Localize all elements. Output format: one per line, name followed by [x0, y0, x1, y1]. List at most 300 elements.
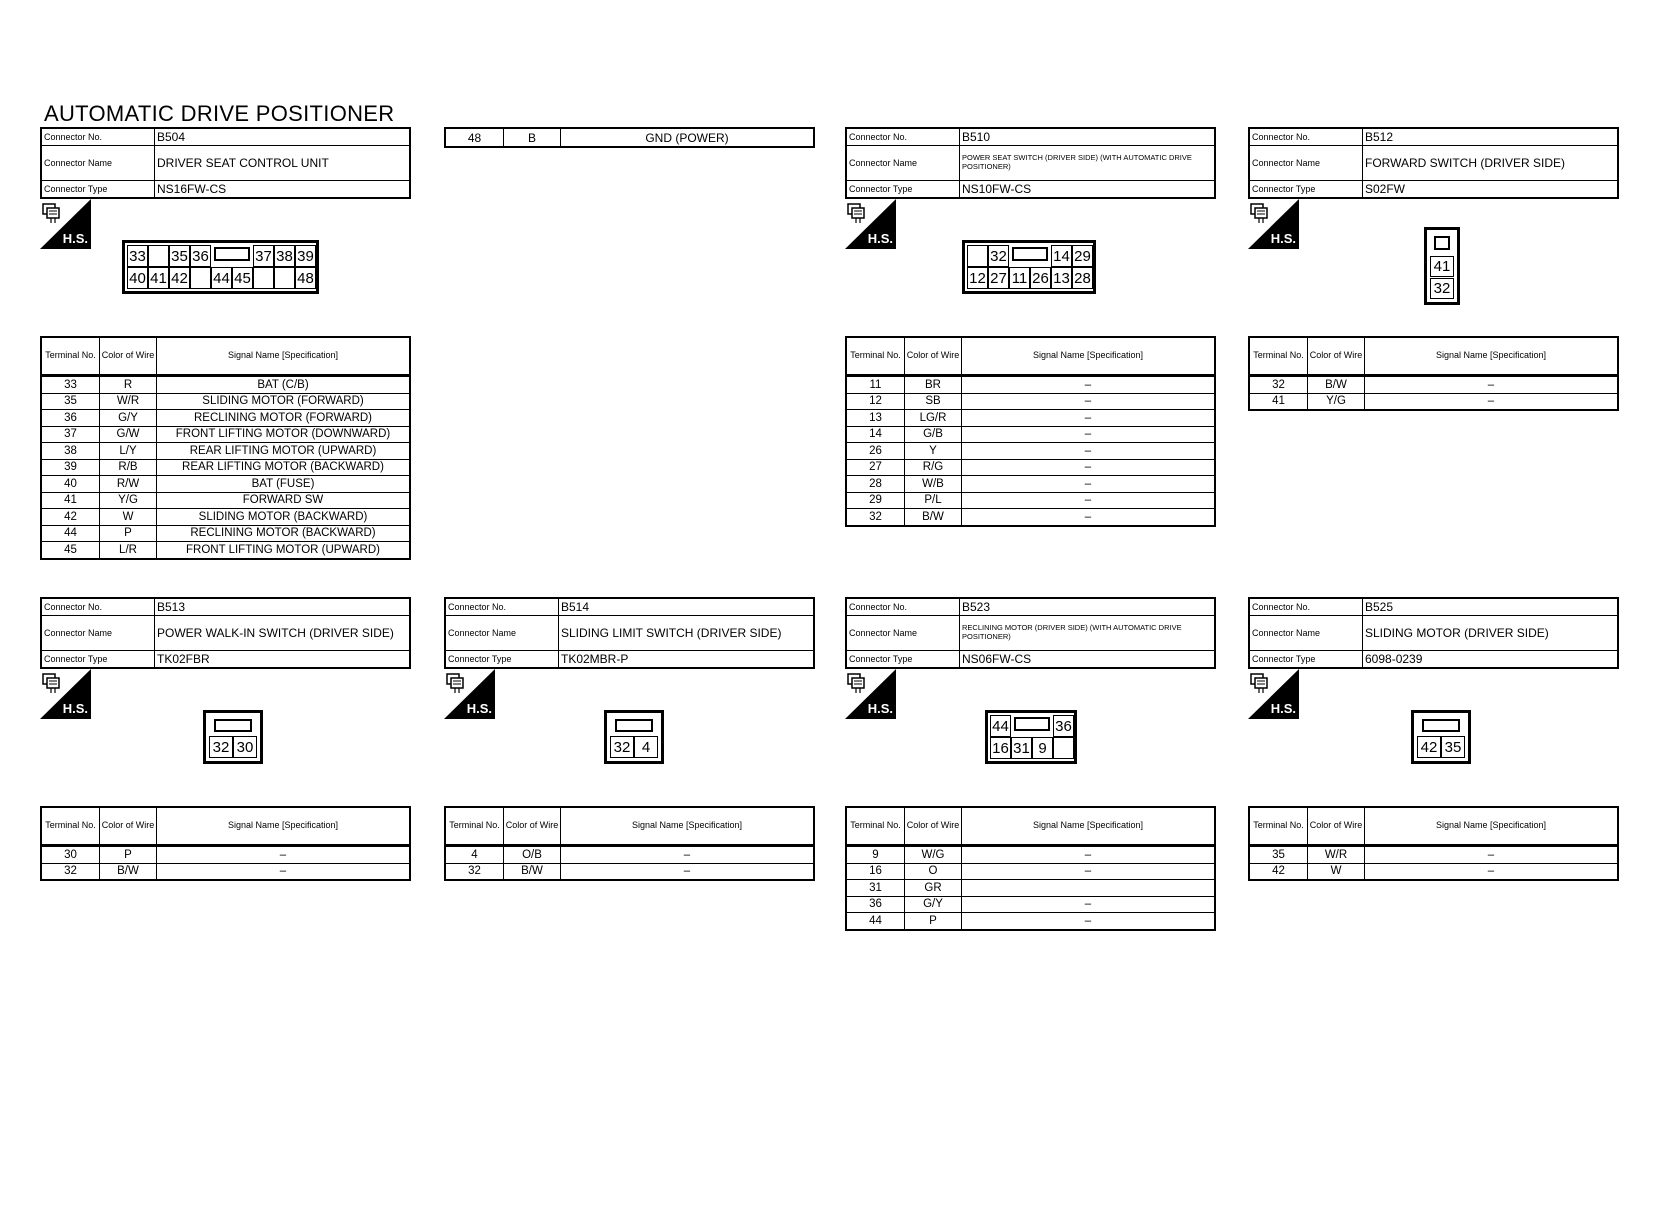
pin: 35: [169, 245, 190, 267]
table-row: [846, 410, 1215, 427]
terminal-cell: 33: [41, 376, 100, 394]
table-row: [41, 846, 410, 864]
pin: 41: [1430, 256, 1454, 277]
col-signal: Signal Name [Specification]: [962, 807, 1216, 846]
connector-type-value: NS16FW-CS: [155, 181, 411, 199]
signal-cell: –: [962, 913, 1216, 930]
signal-cell: –: [962, 509, 1216, 526]
col-color: Color of Wire: [905, 807, 962, 846]
connector-key: [1014, 717, 1050, 731]
connector-block-b523: [845, 597, 1216, 927]
harness-side-icon: [40, 669, 91, 719]
table-header: [846, 337, 1215, 376]
terminal-cell: 32: [41, 863, 100, 880]
pin: [148, 245, 169, 267]
terminal-cell: 31: [846, 880, 905, 897]
signal-cell: –: [157, 846, 411, 864]
terminal-cell: 44: [846, 913, 905, 930]
connector-name-row: [41, 616, 410, 651]
table-header: [1249, 807, 1618, 846]
connector-name-row: [445, 616, 814, 651]
color-cell: W/B: [905, 476, 962, 493]
connector-block-b504: [40, 127, 411, 556]
signal-cell: –: [962, 443, 1216, 460]
pin: [253, 267, 274, 289]
pin: 39: [295, 245, 316, 267]
pin: 44: [211, 267, 232, 289]
terminal-table: [40, 336, 411, 560]
connector-no-value: B514: [559, 598, 815, 616]
connector-type-label: Connector Type: [41, 651, 155, 669]
pin: 48: [295, 267, 316, 289]
table-row: [846, 459, 1215, 476]
connector-type-row: [1249, 651, 1618, 669]
col-terminal: Terminal No.: [445, 807, 504, 846]
color-cell: W: [1308, 863, 1365, 880]
connector-no-row: [846, 128, 1215, 146]
connector-no-row: [41, 598, 410, 616]
pin: 36: [1053, 715, 1074, 737]
table-row: [846, 492, 1215, 509]
terminal-cell: 36: [41, 410, 100, 427]
color-cell: L/Y: [100, 443, 157, 460]
connector-no-value: B510: [960, 128, 1216, 146]
connector-no-label: Connector No.: [1249, 128, 1363, 146]
table-row: [1249, 393, 1618, 410]
harness-side-icon: [1248, 199, 1299, 249]
signal-cell: REAR LIFTING MOTOR (UPWARD): [157, 443, 411, 460]
connector-key: [1422, 719, 1460, 732]
table-row: [846, 426, 1215, 443]
terminal-cell: 42: [1249, 863, 1308, 880]
table-row: [41, 542, 410, 559]
table-row: [41, 410, 410, 427]
terminal-cell: 48: [445, 128, 504, 147]
connector-block-b510: [845, 127, 1216, 523]
harness-side-icon: [40, 199, 91, 249]
color-cell: Y/G: [1308, 393, 1365, 410]
table-header: [846, 807, 1215, 846]
signal-cell: SLIDING MOTOR (BACKWARD): [157, 509, 411, 526]
signal-cell: SLIDING MOTOR (FORWARD): [157, 393, 411, 410]
terminal-cell: 35: [41, 393, 100, 410]
connector-name-value: DRIVER SEAT CONTROL UNIT: [155, 146, 411, 181]
connector-face: [1411, 710, 1471, 764]
connector-no-label: Connector No.: [41, 598, 155, 616]
connector-no-label: Connector No.: [846, 598, 960, 616]
connector-info-table: [845, 597, 1216, 669]
signal-cell: GND (POWER): [561, 128, 815, 147]
connector-info-table: [40, 127, 411, 199]
table-row: [41, 509, 410, 526]
connector-name-value: POWER WALK-IN SWITCH (DRIVER SIDE): [155, 616, 411, 651]
connector-block-b514: [444, 597, 815, 878]
color-cell: P: [100, 846, 157, 864]
terminal-table: [845, 336, 1216, 527]
table-row: [846, 896, 1215, 913]
color-cell: P: [905, 913, 962, 930]
pin: 40: [127, 267, 148, 289]
signal-cell: –: [962, 846, 1216, 864]
signal-cell: RECLINING MOTOR (BACKWARD): [157, 525, 411, 542]
table-header: [41, 807, 410, 846]
col-signal: Signal Name [Specification]: [561, 807, 815, 846]
table-header: [445, 807, 814, 846]
color-cell: B/W: [1308, 376, 1365, 394]
terminal-cell: 32: [445, 863, 504, 880]
connector-type-label: Connector Type: [41, 181, 155, 199]
table-header: [41, 337, 410, 376]
table-row: [846, 880, 1215, 897]
terminal-cell: 9: [846, 846, 905, 864]
signal-cell: FRONT LIFTING MOTOR (UPWARD): [157, 542, 411, 559]
connector-name-row: [41, 146, 410, 181]
connector-name-value: SLIDING MOTOR (DRIVER SIDE): [1363, 616, 1619, 651]
connector-key: [1012, 247, 1048, 261]
col-color: Color of Wire: [100, 807, 157, 846]
pin: 11: [1009, 267, 1030, 289]
connector-name-row: [1249, 146, 1618, 181]
color-cell: W/R: [1308, 846, 1365, 864]
connector-name-row: [846, 146, 1215, 181]
color-cell: B/W: [905, 509, 962, 526]
connector-no-value: B504: [155, 128, 411, 146]
connector-name-row: [1249, 616, 1618, 651]
signal-cell: –: [962, 476, 1216, 493]
connector-type-row: [41, 651, 410, 669]
connector-name-value: SLIDING LIMIT SWITCH (DRIVER SIDE): [559, 616, 815, 651]
connector-block-b513: [40, 597, 411, 878]
connector-type-label: Connector Type: [846, 181, 960, 199]
terminal-cell: 26: [846, 443, 905, 460]
terminal-table: [1248, 806, 1619, 881]
connector-type-label: Connector Type: [445, 651, 559, 669]
connector-no-row: [445, 598, 814, 616]
terminal-cell: 40: [41, 476, 100, 493]
pin: 16: [990, 737, 1011, 759]
terminal-cell: 44: [41, 525, 100, 542]
color-cell: G/Y: [100, 410, 157, 427]
pin: 28: [1072, 267, 1093, 289]
signal-cell: –: [561, 846, 815, 864]
terminal-cell: 27: [846, 459, 905, 476]
terminal-cell: 38: [41, 443, 100, 460]
connector-key: [615, 719, 653, 732]
col-color: Color of Wire: [1308, 337, 1365, 376]
pin: 41: [148, 267, 169, 289]
signal-cell: –: [962, 410, 1216, 427]
col-signal: Signal Name [Specification]: [1365, 807, 1619, 846]
pin: 32: [1430, 278, 1454, 299]
terminal-table: [845, 806, 1216, 931]
connector-name-value: FORWARD SWITCH (DRIVER SIDE): [1363, 146, 1619, 181]
harness-side-label: H.S.: [1270, 701, 1296, 716]
terminal-cell: 35: [1249, 846, 1308, 864]
pin: 14: [1051, 245, 1072, 267]
connector-name-label: Connector Name: [1249, 146, 1363, 181]
harness-side-icon: [444, 669, 495, 719]
terminal-cell: 12: [846, 393, 905, 410]
color-cell: L/R: [100, 542, 157, 559]
connector-type-label: Connector Type: [846, 651, 960, 669]
table-row: [41, 426, 410, 443]
pin: 32: [610, 736, 634, 758]
connector-type-row: [846, 181, 1215, 199]
color-cell: LG/R: [905, 410, 962, 427]
harness-side-label: H.S.: [867, 701, 893, 716]
terminal-cell: 32: [1249, 376, 1308, 394]
connector-name-label: Connector Name: [846, 146, 960, 181]
connector-type-row: [41, 181, 410, 199]
terminal-table: [444, 806, 815, 881]
harness-side-label: H.S.: [867, 231, 893, 246]
terminal-table: [40, 806, 411, 881]
connector-key: [1434, 236, 1450, 250]
connector-face: [962, 240, 1096, 294]
signal-cell: –: [1365, 393, 1619, 410]
pin: 13: [1051, 267, 1072, 289]
terminal-cell: 42: [41, 509, 100, 526]
pin: 32: [988, 245, 1009, 267]
color-cell: G/B: [905, 426, 962, 443]
table-row: [1249, 863, 1618, 880]
signal-cell: –: [962, 492, 1216, 509]
harness-side-label: H.S.: [62, 701, 88, 716]
connector-type-value: TK02MBR-P: [559, 651, 815, 669]
connector-no-label: Connector No.: [41, 128, 155, 146]
signal-cell: –: [1365, 376, 1619, 394]
table-row: [41, 492, 410, 509]
harness-side-label: H.S.: [1270, 231, 1296, 246]
table-row: [41, 525, 410, 542]
connector-no-row: [1249, 128, 1618, 146]
terminal-cell: 14: [846, 426, 905, 443]
table-row: [846, 509, 1215, 526]
connector-block-b512: [1248, 127, 1619, 408]
pin: [274, 267, 295, 289]
connector-face: [985, 710, 1077, 764]
terminal-cell: 36: [846, 896, 905, 913]
terminal-cell: 45: [41, 542, 100, 559]
connector-info-table: [1248, 597, 1619, 669]
table-row: [1249, 376, 1618, 394]
connector-name-value: POWER SEAT SWITCH (DRIVER SIDE) (WITH AUTOMATIC DRIVE POSITIONER): [960, 146, 1216, 181]
table-row: [846, 476, 1215, 493]
signal-cell: REAR LIFTING MOTOR (BACKWARD): [157, 459, 411, 476]
color-cell: R/G: [905, 459, 962, 476]
col-color: Color of Wire: [1308, 807, 1365, 846]
harness-side-icon: [1248, 669, 1299, 719]
connector-face: [203, 710, 263, 764]
harness-side-icon: [845, 199, 896, 249]
color-cell: W/G: [905, 846, 962, 864]
pin: 36: [190, 245, 211, 267]
col-terminal: Terminal No.: [41, 337, 100, 376]
connector-no-label: Connector No.: [1249, 598, 1363, 616]
connector-no-value: B512: [1363, 128, 1619, 146]
col-signal: Signal Name [Specification]: [157, 337, 411, 376]
pin: 32: [209, 736, 233, 758]
signal-cell: –: [561, 863, 815, 880]
connector-type-value: 6098-0239: [1363, 651, 1619, 669]
connector-no-value: B513: [155, 598, 411, 616]
pin: 12: [967, 267, 988, 289]
signal-cell: –: [157, 863, 411, 880]
connector-name-label: Connector Name: [846, 616, 960, 651]
connector-name-label: Connector Name: [41, 616, 155, 651]
connector-type-value: S02FW: [1363, 181, 1619, 199]
signal-cell: –: [962, 426, 1216, 443]
col-terminal: Terminal No.: [846, 337, 905, 376]
color-cell: P: [100, 525, 157, 542]
signal-cell: BAT (FUSE): [157, 476, 411, 493]
connector-type-row: [846, 651, 1215, 669]
connector-name-label: Connector Name: [1249, 616, 1363, 651]
connector-name-label: Connector Name: [41, 146, 155, 181]
pin: 38: [274, 245, 295, 267]
connector-face: [1424, 227, 1460, 305]
color-cell: R/W: [100, 476, 157, 493]
harness-side-icon: [845, 669, 896, 719]
col-terminal: Terminal No.: [41, 807, 100, 846]
table-row: [445, 846, 814, 864]
pin: [967, 245, 988, 267]
connector-type-row: [445, 651, 814, 669]
terminal-cell: 4: [445, 846, 504, 864]
col-signal: Signal Name [Specification]: [962, 337, 1216, 376]
pin: 45: [232, 267, 253, 289]
pin: 42: [1417, 736, 1441, 758]
table-header: [1249, 337, 1618, 376]
table-row: [445, 863, 814, 880]
col-terminal: Terminal No.: [1249, 807, 1308, 846]
pin: 37: [253, 245, 274, 267]
table-row: [846, 393, 1215, 410]
color-cell: O: [905, 863, 962, 880]
page-title: AUTOMATIC DRIVE POSITIONER: [44, 101, 395, 126]
color-cell: W/R: [100, 393, 157, 410]
connector-no-row: [41, 128, 410, 146]
col-signal: Signal Name [Specification]: [1365, 337, 1619, 376]
terminal-cell: 11: [846, 376, 905, 394]
pin: 29: [1072, 245, 1093, 267]
pin: [190, 267, 211, 289]
table-row: [846, 913, 1215, 930]
col-color: Color of Wire: [100, 337, 157, 376]
connector-name-row: [846, 616, 1215, 651]
connector-block-b525: [1248, 597, 1619, 878]
signal-cell: [962, 880, 1216, 897]
connector-info-table: [40, 597, 411, 669]
col-signal: Signal Name [Specification]: [157, 807, 411, 846]
table-row: [846, 376, 1215, 394]
signal-cell: –: [962, 393, 1216, 410]
col-terminal: Terminal No.: [846, 807, 905, 846]
color-cell: GR: [905, 880, 962, 897]
col-terminal: Terminal No.: [1249, 337, 1308, 376]
connector-info-table: [845, 127, 1216, 199]
connector-name-value: RECLINING MOTOR (DRIVER SIDE) (WITH AUTOMATIC DRIVE POSITIONER): [960, 616, 1216, 651]
table-row: [1249, 846, 1618, 864]
pin: [1053, 737, 1074, 759]
pin: 42: [169, 267, 190, 289]
harness-side-label: H.S.: [466, 701, 492, 716]
signal-cell: FRONT LIFTING MOTOR (DOWNWARD): [157, 426, 411, 443]
connector-type-value: NS06FW-CS: [960, 651, 1216, 669]
terminal-cell: 29: [846, 492, 905, 509]
terminal-cell: 30: [41, 846, 100, 864]
table-row: [846, 863, 1215, 880]
connector-face: [604, 710, 664, 764]
pin: 31: [1011, 737, 1032, 759]
color-cell: G/Y: [905, 896, 962, 913]
table-row: [41, 476, 410, 493]
b504-table-continuation: [444, 127, 815, 148]
signal-cell: –: [962, 459, 1216, 476]
connector-face: [122, 240, 319, 294]
table-row: [846, 846, 1215, 864]
terminal-cell: 41: [1249, 393, 1308, 410]
pin: 26: [1030, 267, 1051, 289]
col-color: Color of Wire: [905, 337, 962, 376]
color-cell: B/W: [100, 863, 157, 880]
table-row: [846, 443, 1215, 460]
signal-cell: FORWARD SW: [157, 492, 411, 509]
connector-no-row: [846, 598, 1215, 616]
terminal-cell: 16: [846, 863, 905, 880]
terminal-cell: 32: [846, 509, 905, 526]
connector-no-label: Connector No.: [846, 128, 960, 146]
connector-type-label: Connector Type: [1249, 651, 1363, 669]
signal-cell: RECLINING MOTOR (FORWARD): [157, 410, 411, 427]
table-row: [41, 376, 410, 394]
color-cell: B: [504, 128, 561, 147]
connector-info-table: [1248, 127, 1619, 199]
signal-cell: –: [962, 376, 1216, 394]
harness-side-label: H.S.: [62, 231, 88, 246]
signal-cell: –: [1365, 846, 1619, 864]
terminal-cell: 39: [41, 459, 100, 476]
connector-no-row: [1249, 598, 1618, 616]
connector-no-value: B525: [1363, 598, 1619, 616]
color-cell: G/W: [100, 426, 157, 443]
connector-info-table: [444, 597, 815, 669]
connector-name-label: Connector Name: [445, 616, 559, 651]
connector-key: [214, 247, 250, 261]
color-cell: R: [100, 376, 157, 394]
terminal-cell: 37: [41, 426, 100, 443]
color-cell: O/B: [504, 846, 561, 864]
pin: 44: [990, 715, 1011, 737]
pin: 33: [127, 245, 148, 267]
table-row: [445, 128, 814, 147]
connector-type-row: [1249, 181, 1618, 199]
connector-no-value: B523: [960, 598, 1216, 616]
connector-type-value: TK02FBR: [155, 651, 411, 669]
color-cell: SB: [905, 393, 962, 410]
color-cell: BR: [905, 376, 962, 394]
pin: 35: [1441, 736, 1465, 758]
color-cell: P/L: [905, 492, 962, 509]
signal-cell: BAT (C/B): [157, 376, 411, 394]
connector-key: [214, 719, 252, 732]
terminal-table: [1248, 336, 1619, 411]
pin: 4: [634, 736, 658, 758]
table-row: [41, 393, 410, 410]
terminal-cell: 13: [846, 410, 905, 427]
connector-type-value: NS10FW-CS: [960, 181, 1216, 199]
table-row: [41, 459, 410, 476]
